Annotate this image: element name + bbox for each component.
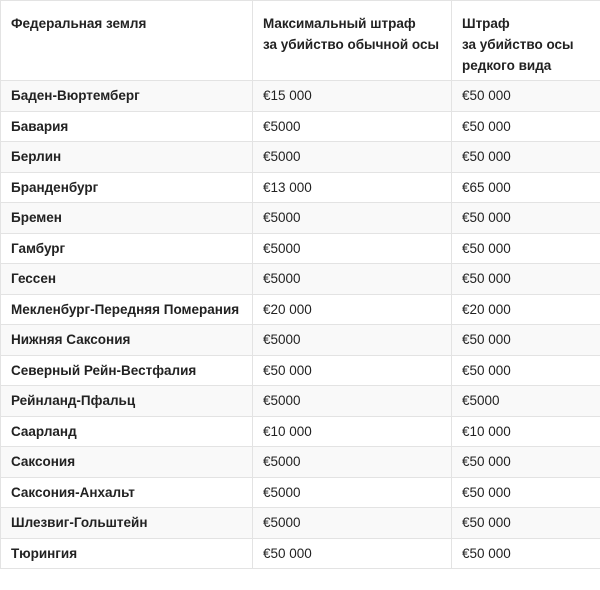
state-cell: Берлин bbox=[1, 142, 253, 173]
rare-fine-cell: €50 000 bbox=[452, 508, 600, 539]
header-common-line: Максимальный штраф bbox=[263, 16, 416, 31]
table-row bbox=[1, 477, 600, 508]
header-common-line: за убийство обычной осы bbox=[263, 37, 439, 52]
rare-fine-cell: €50 000 bbox=[452, 142, 600, 173]
state-cell: Тюрингия bbox=[1, 538, 253, 569]
state-cell: Мекленбург-Передняя Померания bbox=[1, 294, 253, 325]
state-cell: Северный Рейн-Вестфалия bbox=[1, 355, 253, 386]
header-rare-line: редкого вида bbox=[462, 58, 552, 73]
rare-fine-cell: €50 000 bbox=[452, 355, 600, 386]
table-row bbox=[1, 233, 600, 264]
header-common-fine bbox=[253, 1, 452, 81]
rare-fine-cell: €20 000 bbox=[452, 294, 600, 325]
state-cell: Гамбург bbox=[1, 233, 253, 264]
rare-fine-cell: €50 000 bbox=[452, 477, 600, 508]
table-row bbox=[1, 172, 600, 203]
header-state bbox=[1, 1, 253, 81]
table-row bbox=[1, 386, 600, 417]
common-fine-cell: €5000 bbox=[253, 508, 452, 539]
rare-fine-cell: €50 000 bbox=[452, 538, 600, 569]
table-body bbox=[1, 81, 600, 569]
table-row bbox=[1, 81, 600, 112]
common-fine-cell: €5000 bbox=[253, 142, 452, 173]
common-fine-cell: €5000 bbox=[253, 264, 452, 295]
rare-fine-cell: €10 000 bbox=[452, 416, 600, 447]
table-row bbox=[1, 111, 600, 142]
table-row bbox=[1, 142, 600, 173]
common-fine-cell: €5000 bbox=[253, 325, 452, 356]
rare-fine-cell: €50 000 bbox=[452, 233, 600, 264]
state-cell: Бремен bbox=[1, 203, 253, 234]
header-rare-line: за убийство осы bbox=[462, 37, 574, 52]
table-row bbox=[1, 294, 600, 325]
common-fine-cell: €15 000 bbox=[253, 81, 452, 112]
common-fine-cell: €20 000 bbox=[253, 294, 452, 325]
table-row bbox=[1, 447, 600, 478]
common-fine-cell: €5000 bbox=[253, 233, 452, 264]
state-cell: Шлезвиг-Гольштейн bbox=[1, 508, 253, 539]
state-cell: Нижняя Саксония bbox=[1, 325, 253, 356]
common-fine-cell: €5000 bbox=[253, 447, 452, 478]
header-state-line: Федеральная земля bbox=[11, 16, 147, 31]
state-cell: Рейнланд-Пфальц bbox=[1, 386, 253, 417]
table-row bbox=[1, 264, 600, 295]
rare-fine-cell: €50 000 bbox=[452, 447, 600, 478]
state-cell: Бавария bbox=[1, 111, 253, 142]
common-fine-cell: €5000 bbox=[253, 203, 452, 234]
table-header bbox=[1, 1, 600, 81]
table-row bbox=[1, 538, 600, 569]
rare-fine-cell: €50 000 bbox=[452, 111, 600, 142]
rare-fine-cell: €5000 bbox=[452, 386, 600, 417]
header-row bbox=[1, 1, 600, 81]
rare-fine-cell: €50 000 bbox=[452, 81, 600, 112]
rare-fine-cell: €50 000 bbox=[452, 264, 600, 295]
common-fine-cell: €50 000 bbox=[253, 355, 452, 386]
common-fine-cell: €5000 bbox=[253, 386, 452, 417]
state-cell: Саксония-Анхальт bbox=[1, 477, 253, 508]
table-row bbox=[1, 508, 600, 539]
table-row bbox=[1, 325, 600, 356]
table-row bbox=[1, 355, 600, 386]
state-cell: Баден-Вюртемберг bbox=[1, 81, 253, 112]
rare-fine-cell: €50 000 bbox=[452, 203, 600, 234]
header-rare-line: Штраф bbox=[462, 16, 510, 31]
header-rare-fine bbox=[452, 1, 600, 81]
common-fine-cell: €10 000 bbox=[253, 416, 452, 447]
common-fine-cell: €5000 bbox=[253, 111, 452, 142]
table-row bbox=[1, 203, 600, 234]
common-fine-cell: €13 000 bbox=[253, 172, 452, 203]
common-fine-cell: €50 000 bbox=[253, 538, 452, 569]
state-cell: Гессен bbox=[1, 264, 253, 295]
state-cell: Саксония bbox=[1, 447, 253, 478]
state-cell: Саарланд bbox=[1, 416, 253, 447]
state-cell: Бранденбург bbox=[1, 172, 253, 203]
common-fine-cell: €5000 bbox=[253, 477, 452, 508]
table-row bbox=[1, 416, 600, 447]
rare-fine-cell: €65 000 bbox=[452, 172, 600, 203]
rare-fine-cell: €50 000 bbox=[452, 325, 600, 356]
